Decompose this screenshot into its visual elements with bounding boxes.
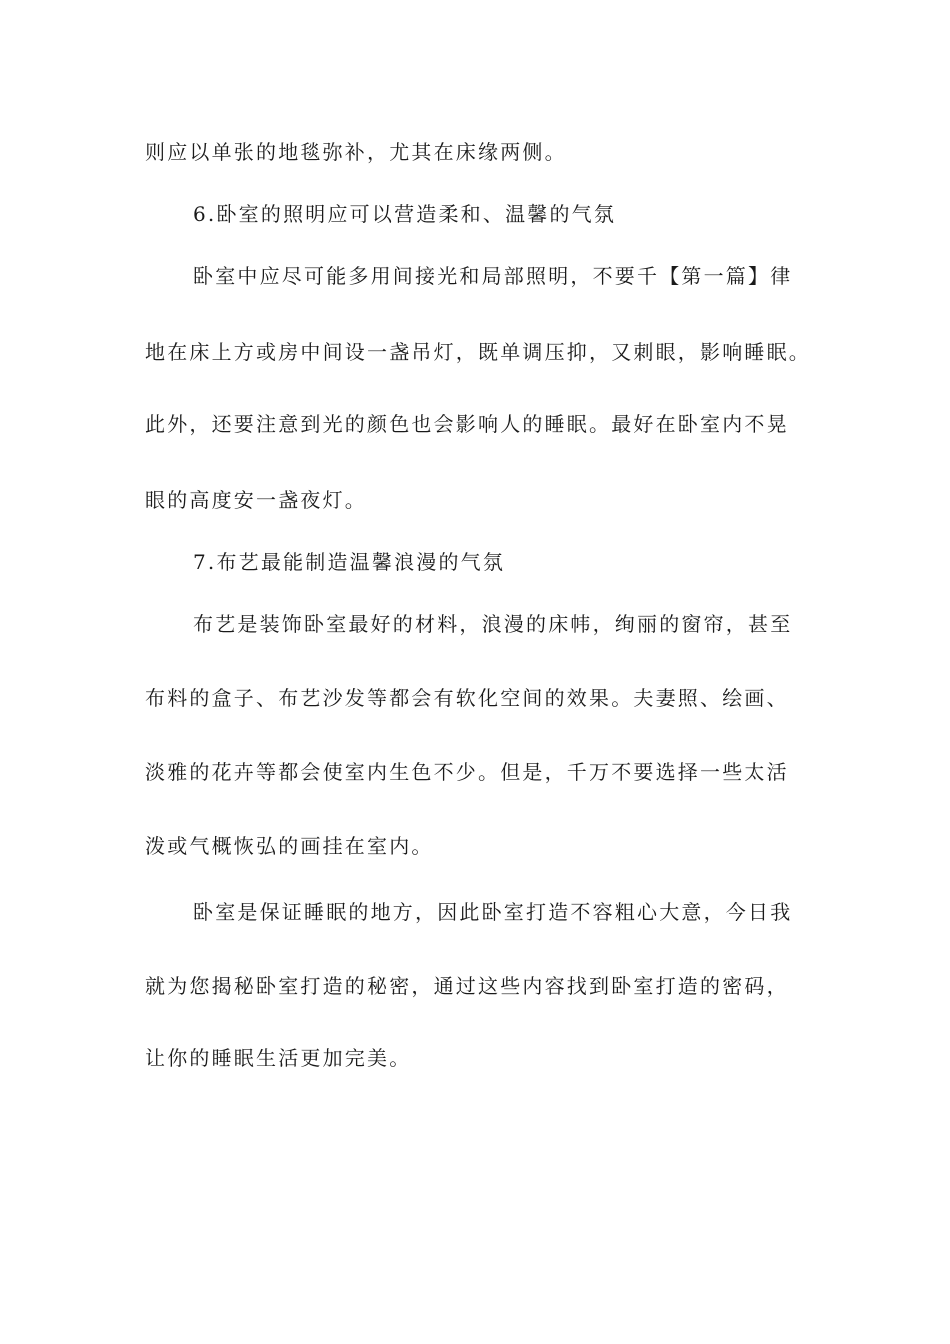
text-line: 就为您揭秘卧室打造的秘密，通过这些内容找到卧室打造的密码， [145, 974, 789, 998]
section-heading: 6.卧室的照明应可以营造柔和、温馨的气氛 [193, 202, 617, 226]
text-line: 布料的盒子、布艺沙发等都会有软化空间的效果。夫妻照、绘画、 [145, 686, 789, 710]
text-line: 让你的睡眠生活更加完美。 [145, 1046, 412, 1070]
text-line: 布艺是装饰卧室最好的材料，浪漫的床帏，绚丽的窗帘，甚至 [193, 612, 793, 636]
text-line: 淡雅的花卉等都会使室内生色不少。但是，千万不要选择一些太活 [145, 760, 789, 784]
text-line: 卧室是保证睡眠的地方，因此卧室打造不容粗心大意，今日我 [193, 900, 793, 924]
text-line: 泼或气概恢弘的画挂在室内。 [145, 834, 434, 858]
section-heading: 7.布艺最能制造温馨浪漫的气氛 [193, 550, 506, 574]
text-line: 卧室中应尽可能多用间接光和局部照明，不要千【第一篇】律 [193, 264, 793, 288]
text-line: 地在床上方或房中间设一盏吊灯，既单调压抑，又刺眼，影响睡眠。 [145, 340, 811, 364]
text-line: 此外，还要注意到光的颜色也会影响人的睡眠。最好在卧室内不晃 [145, 412, 789, 436]
text-line: 则应以单张的地毯弥补，尤其在床缘两侧。 [145, 140, 567, 164]
text-line: 眼的高度安一盏夜灯。 [145, 488, 367, 512]
